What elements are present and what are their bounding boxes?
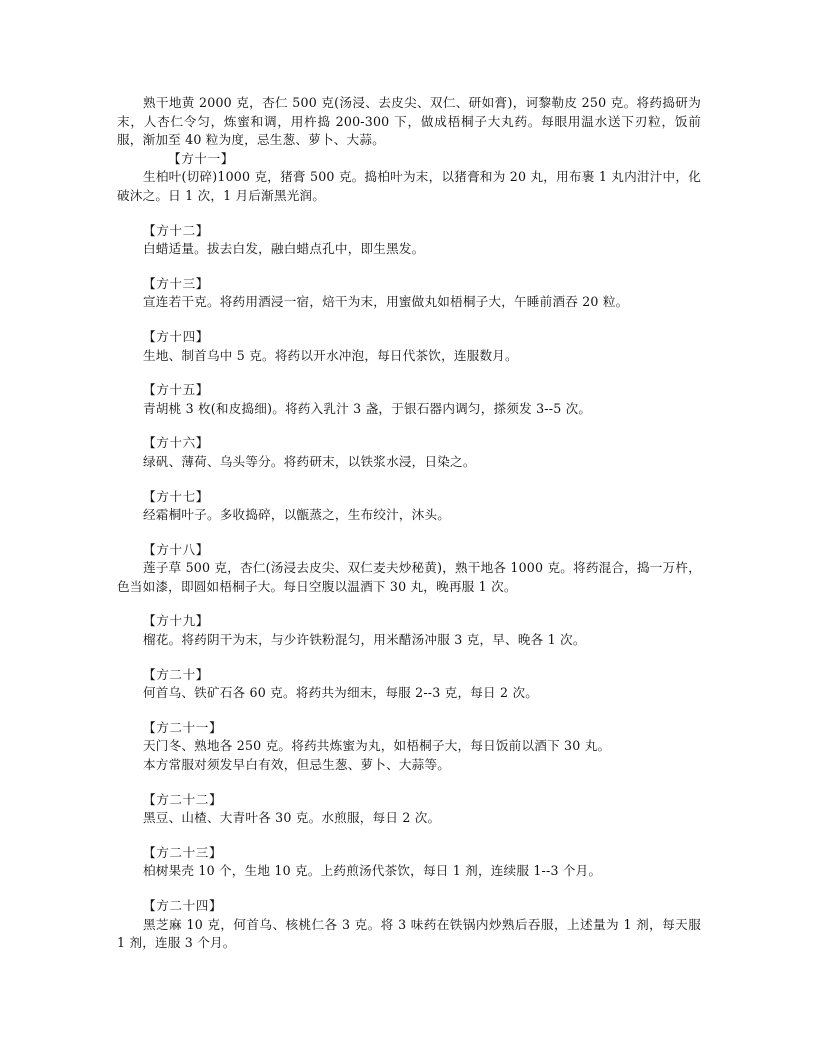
- recipe-body: 宣连若干克。将药用酒浸一宿，焙干为末，用蜜做丸如梧桐子大，午睡前酒吞 20 粒。: [143, 294, 629, 310]
- spacer: [117, 828, 701, 844]
- recipe-body: 何首乌、铁矿石各 60 克。将药共为细末，每服 2--3 克，每日 2 次。: [143, 685, 539, 701]
- spacer: [117, 418, 701, 434]
- recipe-title: 【方二十三】: [143, 844, 223, 860]
- recipe-body: 经霜桐叶子。多收捣碎，以甑蒸之，生布绞汁，沐头。: [143, 507, 451, 523]
- recipe-title: 【方二十一】: [143, 719, 223, 735]
- spacer: [117, 472, 701, 488]
- intro-paragraph: 熟干地黄 2000 克，杏仁 500 克(汤浸、去皮尖、双仁、研如膏)，诃黎勒皮 250 克。将药捣研为末，人杏仁令匀，炼蜜和调，用杵捣 200-300 下，做成梧桐子大丸药。每眼用温水送下刃粒，饭前服，渐加至 40 粒为度，忌生葱、萝卜、大蒜。: [117, 95, 701, 148]
- spacer: [117, 703, 701, 719]
- spacer: [117, 525, 701, 541]
- spacer: [117, 775, 701, 791]
- recipe-body: 莲子草 500 克，杏仁(汤浸去皮尖、双仁麦夫炒秘黄)，熟干地各 1000 克。将药混合，捣一万杵，色当如漆，即圆如梧桐子大。每日空腹以温酒下 30 丸，晚再服 1 次。: [117, 560, 701, 594]
- recipe-body: 生地、制首乌中 5 克。将药以开水冲泡，每日代茶饮，连服数月。: [143, 347, 518, 363]
- recipe-body: 白蜡适量。拔去白发，融白蜡点孔中，即生黑发。: [143, 241, 425, 257]
- spacer: [117, 206, 701, 222]
- recipe-title: 【方十九】: [143, 613, 209, 629]
- document-page: [117, 94, 701, 953]
- recipe-body: 柏树果壳 10 个，生地 10 克。上药煎汤代茶饮，每日 1 剂，连续服 1--3 个月。: [143, 863, 602, 879]
- recipe-body: 天门冬、熟地各 250 克。将药共炼蜜为丸，如梧桐子大，每日饭前以酒下 30 丸。: [143, 738, 611, 754]
- recipe-body: 榴花。将药阴干为末，与少许铁粉混匀，用米醋汤冲服 3 克，早、晚各 1 次。: [143, 632, 586, 648]
- recipe-title: 【方十八】: [143, 541, 209, 557]
- recipe-title: 【方十一】: [168, 150, 234, 166]
- spacer: [117, 596, 701, 612]
- recipe-body: 绿矾、薄荷、乌头等分。将药研末，以铁浆水浸，日染之。: [143, 453, 476, 469]
- spacer: [117, 881, 701, 897]
- recipe-title: 【方十四】: [143, 328, 209, 344]
- recipe-body: 黑芝麻 10 克，何首乌、核桃仁各 3 克。将 3 味药在铁锅内炒熟后吞服，上述量为 1 剂，每天服 1 剂，连服 3 个月。: [117, 916, 701, 951]
- recipe-body: 青胡桃 3 枚(和皮捣细)。将药入乳汁 3 盏，于银石器内调匀，搽须发 3--5 次。: [143, 400, 592, 416]
- spacer: [117, 259, 701, 275]
- recipe-title: 【方十二】: [143, 222, 209, 238]
- recipe-title: 【方十六】: [143, 435, 209, 451]
- recipe-title: 【方二十四】: [143, 898, 223, 913]
- recipe-title: 【方二十二】: [143, 791, 223, 807]
- spacer: [117, 312, 701, 328]
- recipe-title: 【方十五】: [143, 382, 209, 398]
- recipe-note: 本方常服对须发早白有效，但忌生葱、萝卜、大蒜等。: [143, 757, 451, 773]
- recipe-body: 黑豆、山楂、大青叶各 30 克。水煎服，每日 2 次。: [143, 810, 441, 826]
- recipe-title: 【方十三】: [143, 275, 209, 291]
- spacer: [117, 650, 701, 666]
- spacer: [117, 365, 701, 381]
- recipe-body: 生柏叶(切碎)1000 克，猪膏 500 克。捣柏叶为末，以猪膏和为 20 丸，用布裹 1 丸内泔汁中，化破沐之。日 1 次，1 月后渐黑光润。: [117, 169, 701, 203]
- recipe-title: 【方十七】: [143, 488, 209, 504]
- recipe-title: 【方二十】: [143, 666, 209, 682]
